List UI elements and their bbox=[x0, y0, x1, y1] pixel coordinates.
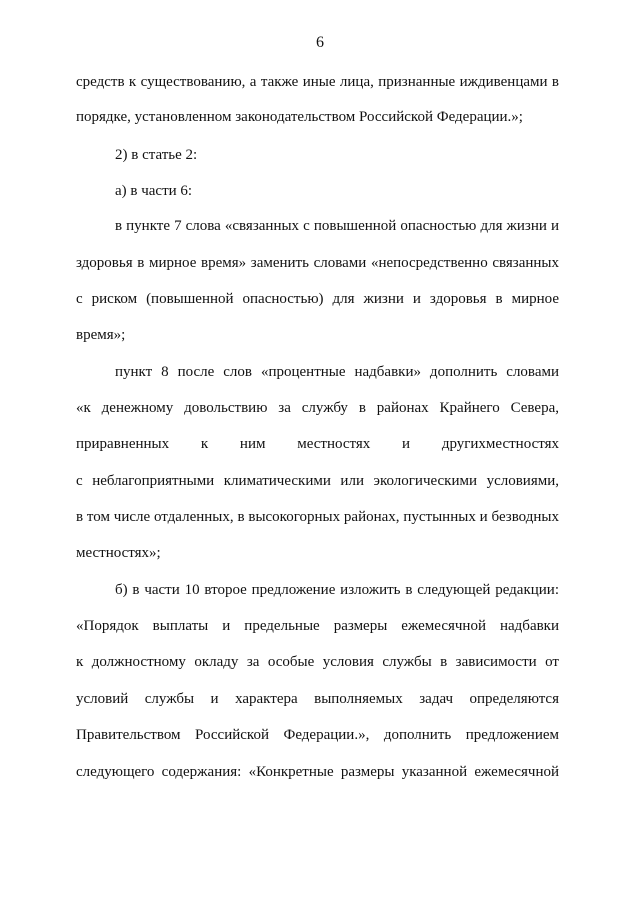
text-line: пункт 8 после слов «процентные надбавки» дополнить словами bbox=[115, 364, 559, 380]
text-line: Правительством Российской Федерации.», дополнить предложением bbox=[76, 727, 559, 743]
text-line: следующего содержания: «Конкретные размеры указанной ежемесячной bbox=[76, 764, 559, 780]
page-number: 6 bbox=[316, 34, 324, 51]
text-line: «Порядок выплаты и предельные размеры ежемесячной надбавки bbox=[76, 618, 559, 634]
text-line: в том числе отдаленных, в высокогорных районах, пустынных и безводных bbox=[76, 509, 559, 525]
text-line: порядке, установленном законодательством Российской Федерации.»; bbox=[76, 109, 523, 125]
text-line: здоровья в мирное время» заменить словами «непосредственно связанных bbox=[76, 255, 559, 271]
text-line: «к денежному довольствию за службу в районах Крайнего Севера, bbox=[76, 400, 559, 416]
text-line: б) в части 10 второе предложение изложить в следующей редакции: bbox=[115, 582, 559, 598]
text-line: приравненных к ним местностях и другихместностях bbox=[76, 436, 559, 452]
text-line: 2) в статье 2: bbox=[115, 147, 198, 163]
text-line: местностях»; bbox=[76, 545, 161, 561]
text-line: средств к существованию, а также иные лица, признанные иждивенцами в bbox=[76, 74, 559, 90]
text-line: к должностному окладу за особые условия службы в зависимости от bbox=[76, 654, 559, 670]
text-line: а) в части 6: bbox=[115, 183, 193, 199]
text-line: условий службы и характера выполняемых задач определяются bbox=[76, 691, 559, 707]
text-line: с риском (повышенной опасностью) для жизни и здоровья в мирное bbox=[76, 291, 559, 307]
text-line: время»; bbox=[76, 327, 126, 343]
text-line: с неблагоприятными климатическими или экологическими условиями, bbox=[76, 473, 559, 489]
text-line: в пункте 7 слова «связанных с повышенной опасностью для жизни и bbox=[115, 218, 559, 234]
